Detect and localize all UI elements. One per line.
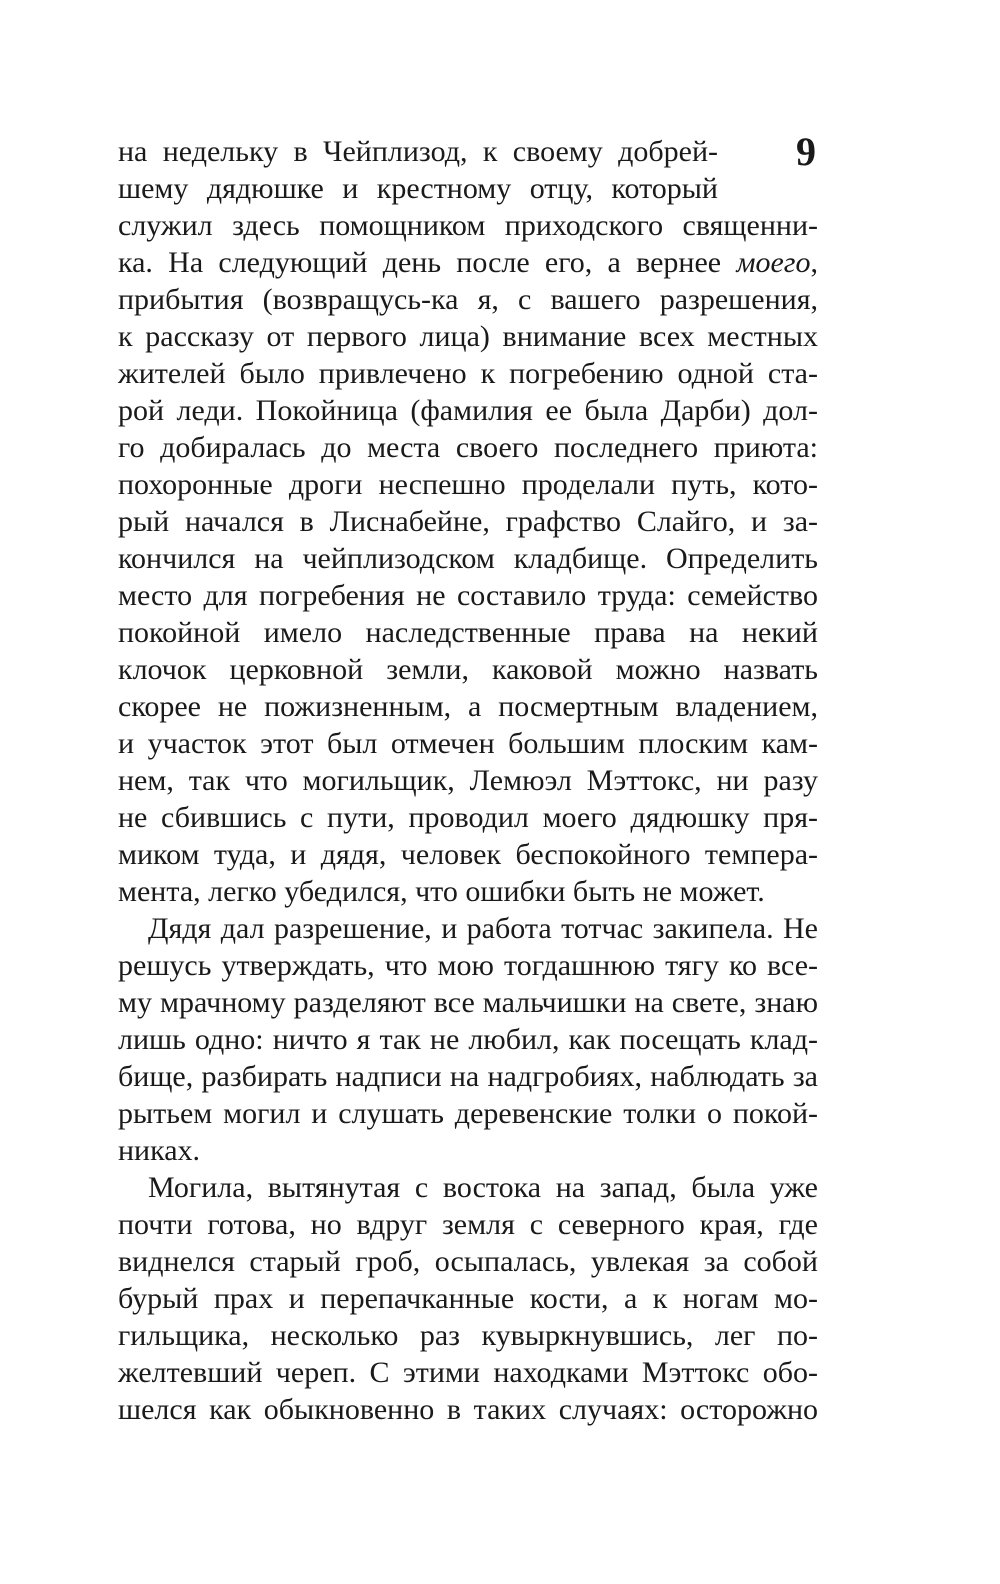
text-line bbox=[118, 244, 818, 281]
text-line: виднелся старый гроб, осыпалась, увлекая за собой bbox=[118, 1245, 818, 1278]
text-line: бурый прах и перепачканные кости, а к ногам мо- bbox=[118, 1282, 818, 1315]
text-line: Могила, вытянутая с востока на запад, была уже bbox=[148, 1171, 818, 1204]
text-line: шему дядюшке и крестному отцу, который bbox=[118, 172, 718, 205]
text-line: лишь одно: ничто я так не любил, как посещать клад- bbox=[118, 1023, 818, 1056]
text-segment: , bbox=[810, 246, 818, 279]
text-line: рый начался в Лиснабейне, графство Слайго, и за- bbox=[118, 505, 818, 538]
text-line: на недельку в Чейплизод, к своему добрей- bbox=[118, 135, 718, 168]
text-line: место для погребения не составило труда: семейство bbox=[118, 579, 818, 612]
text-line: кончился на чейплизодском кладбище. Определить bbox=[118, 542, 818, 575]
text-line: го добиралась до места своего последнего приюта: bbox=[118, 431, 818, 464]
body-text bbox=[118, 133, 818, 1428]
text-line: бище, разбирать надписи на надгробиях, наблюдать за bbox=[118, 1060, 818, 1093]
text-line: служил здесь помощником приходского священни- bbox=[118, 209, 818, 242]
text-line: никах. bbox=[118, 1134, 201, 1167]
text-line: клочок церковной земли, каковой можно назвать bbox=[118, 653, 818, 686]
text-line: рытьем могил и слушать деревенские толки о покой- bbox=[118, 1097, 818, 1130]
text-line: жителей было привлечено к погребению одной ста- bbox=[118, 357, 818, 390]
italic-word: моего bbox=[736, 246, 811, 279]
text-line: почти готова, но вдруг земля с северного края, где bbox=[118, 1208, 818, 1241]
text-line: Дядя дал разрешение, и работа тотчас закипела. Не bbox=[148, 912, 818, 945]
text-line: решусь утверждать, что мою тогдашнюю тягу ко все- bbox=[118, 949, 818, 982]
text-line: рой леди. Покойница (фамилия ее была Дарби) дол- bbox=[118, 394, 818, 427]
text-line: прибытия (возвращусь-ка я, с вашего разрешения, bbox=[118, 283, 818, 316]
text-segment: ка. На следующий день после его, а вернее bbox=[118, 246, 737, 279]
text-line: нем, так что могильщик, Лемюэл Мэттокс, ни разу bbox=[118, 764, 818, 797]
text-line: покойной имело наследственные права на некий bbox=[118, 616, 818, 649]
text-line: желтевший череп. С этими находками Мэттокс обо- bbox=[118, 1356, 818, 1389]
text-line: и участок этот был отмечен большим плоским кам- bbox=[118, 727, 818, 760]
text-line: скорее не пожизненным, а посмертным владением, bbox=[118, 690, 818, 723]
text-line: не сбившись с пути, проводил моего дядюшку пря- bbox=[118, 801, 818, 834]
text-line: му мрачному разделяют все мальчишки на свете, знаю bbox=[118, 986, 818, 1019]
text-line: гильщика, несколько раз кувыркнувшись, лег по- bbox=[118, 1319, 818, 1352]
paragraph-2 bbox=[118, 910, 818, 1169]
text-line: миком туда, и дядя, человек беспокойного темпера- bbox=[118, 838, 818, 871]
paragraph-1 bbox=[118, 133, 818, 910]
text-line: похоронные дроги неспешно проделали путь, кото- bbox=[118, 468, 818, 501]
paragraph-3 bbox=[118, 1169, 818, 1428]
page-number: 9 bbox=[796, 129, 816, 174]
text-line: шелся как обыкновенно в таких случаях: осторожно bbox=[118, 1393, 818, 1426]
text-line: мента, легко убедился, что ошибки быть не может. bbox=[118, 875, 765, 908]
text-line: к рассказу от первого лица) внимание всех местных bbox=[118, 320, 818, 353]
